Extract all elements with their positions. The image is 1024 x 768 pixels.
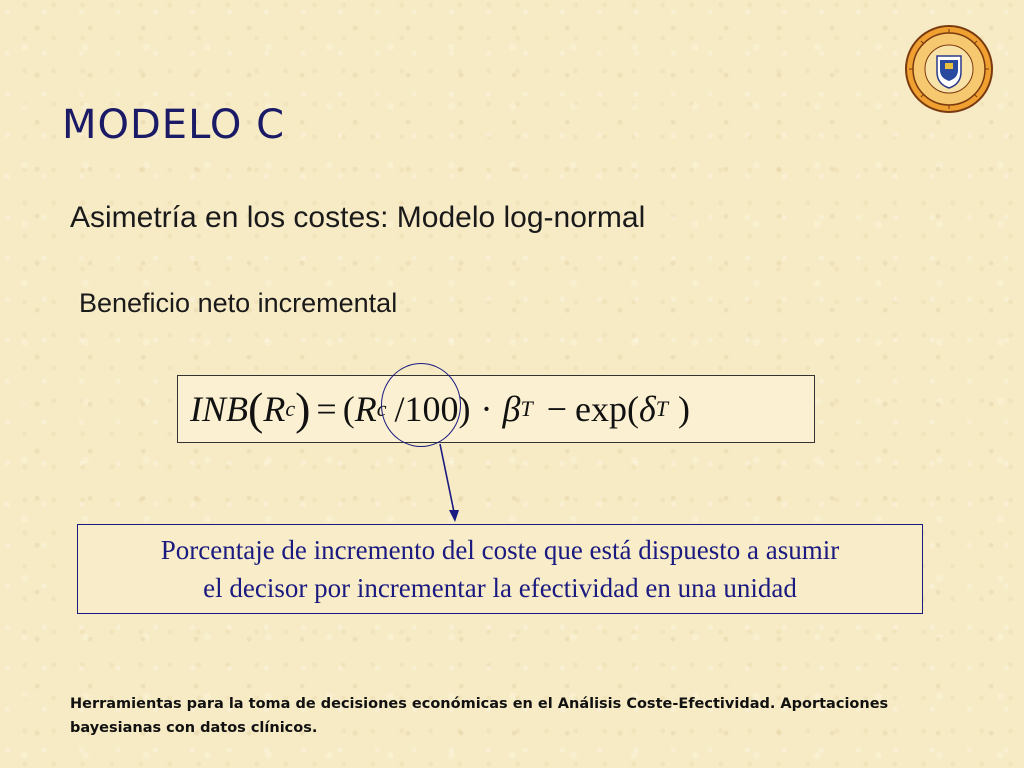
formula-open-paren-big: ( <box>248 383 264 434</box>
footer-citation <box>70 692 990 740</box>
formula-equals: = <box>316 389 337 429</box>
formula-delta: δ <box>639 389 656 429</box>
subheading: Beneficio neto incremental <box>79 288 398 318</box>
university-seal-icon <box>904 24 994 114</box>
formula-r-2: R <box>354 389 377 429</box>
formula-open-paren-3: ( <box>627 389 639 429</box>
formula-c-sub-2: c <box>376 396 387 421</box>
formula-minus: − <box>546 389 568 429</box>
formula-close-paren-big: ) <box>295 383 311 434</box>
formula-c-sub: c <box>285 396 296 421</box>
formula-close-paren-3: ) <box>677 389 690 429</box>
footer-line-2: bayesianas con datos clínicos. <box>70 720 318 736</box>
formula-beta: β <box>502 389 521 429</box>
note-line-1: Porcentaje de incremento del coste que está dispuesto a asumir <box>160 535 840 565</box>
formula-exp: exp <box>575 389 627 429</box>
formula-slash: / <box>394 389 405 429</box>
formula-hundred: 100 <box>404 389 459 429</box>
pointer-arrow-icon <box>430 440 470 530</box>
subtitle: Asimetría en los costes: Modelo log-normal <box>70 201 646 234</box>
formula-box <box>177 375 815 443</box>
formula-t-sub-2: T <box>655 396 668 421</box>
formula-r: R <box>263 389 286 429</box>
formula-t-sub: T <box>520 396 533 421</box>
formula-open-paren: ( <box>342 389 355 429</box>
note-line-2: el decisor por incrementar la efectividad en una unidad <box>203 573 797 603</box>
explanation-note <box>77 524 923 614</box>
formula-dot: · <box>480 389 493 429</box>
footer-line-1: Herramientas para la toma de decisiones económicas en el Análisis Coste-Efectividad. Aportaciones <box>70 696 889 712</box>
formula-close-paren: ) <box>458 389 471 429</box>
formula-inb: INB <box>190 389 248 429</box>
slide-title: MODELO C <box>62 102 286 148</box>
